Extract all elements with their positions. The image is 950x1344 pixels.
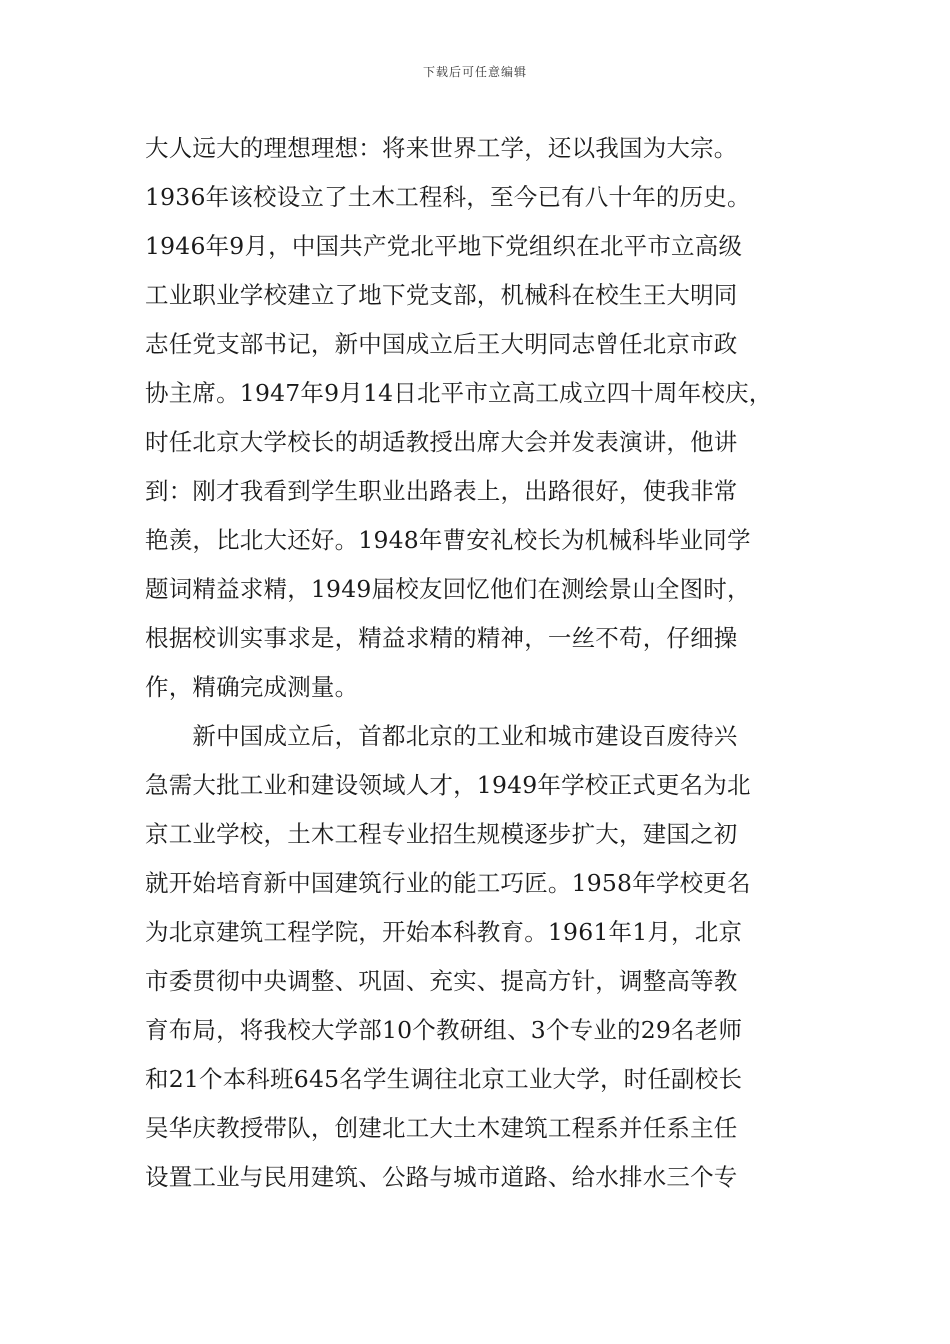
text-line: 工业职业学校建立了地下党支部，机械科在校生王大明同 xyxy=(145,281,738,309)
document-body xyxy=(145,124,810,1202)
text-line: 1936年该校设立了土木工程科，至今已有八十年的历史。 xyxy=(145,183,751,211)
text-line: 急需大批工业和建设领域人才，1949年学校正式更名为北 xyxy=(145,771,751,799)
text-line: 和21个本科班645名学生调往北京工业大学，时任副校长 xyxy=(145,1065,743,1093)
text-line: 根据校训实事求是，精益求精的精神，一丝不苟，仔细操 xyxy=(145,624,738,652)
text-line: 艳羡，比北大还好。1948年曹安礼校长为机械科毕业同学 xyxy=(145,526,751,554)
text-line: 大人远大的理想理想：将来世界工学，还以我国为大宗。 xyxy=(145,134,738,162)
text-line: 1946年9月，中国共产党北平地下党组织在北平市立高级 xyxy=(145,232,743,260)
text-line: 时任北京大学校长的胡适教授出席大会并发表演讲，他讲 xyxy=(145,428,738,456)
text-line: 京工业学校，土木工程专业招生规模逐步扩大，建国之初 xyxy=(145,820,738,848)
text-line: 为北京建筑工程学院，开始本科教育。1961年1月，北京 xyxy=(145,918,743,946)
text-line: 新中国成立后，首都北京的工业和城市建设百废待兴 xyxy=(145,722,738,750)
text-line: 题词精益求精，1949届校友回忆他们在测绘景山全图时， xyxy=(145,575,751,603)
text-line: 志任党支部书记，新中国成立后王大明同志曾任北京市政 xyxy=(145,330,738,358)
text-line: 育布局，将我校大学部10个教研组、3个专业的29名老师 xyxy=(145,1016,743,1044)
text-line: 到：刚才我看到学生职业出路表上，出路很好，使我非常 xyxy=(145,477,738,505)
text-line: 作，精确完成测量。 xyxy=(145,673,359,701)
text-line: 吴华庆教授带队，创建北工大土木建筑工程系并任系主任 xyxy=(145,1114,738,1142)
page-header-note: 下载后可任意编辑 xyxy=(422,65,527,79)
text-line: 就开始培育新中国建筑行业的能工巧匠。1958年学校更名 xyxy=(145,869,751,897)
text-line: 协主席。1947年9月14日北平市立高工成立四十周年校庆， xyxy=(145,379,773,407)
text-line: 设置工业与民用建筑、公路与城市道路、给水排水三个专 xyxy=(145,1163,738,1191)
text-line: 市委贯彻中央调整、巩固、充实、提高方针，调整高等教 xyxy=(145,967,738,995)
